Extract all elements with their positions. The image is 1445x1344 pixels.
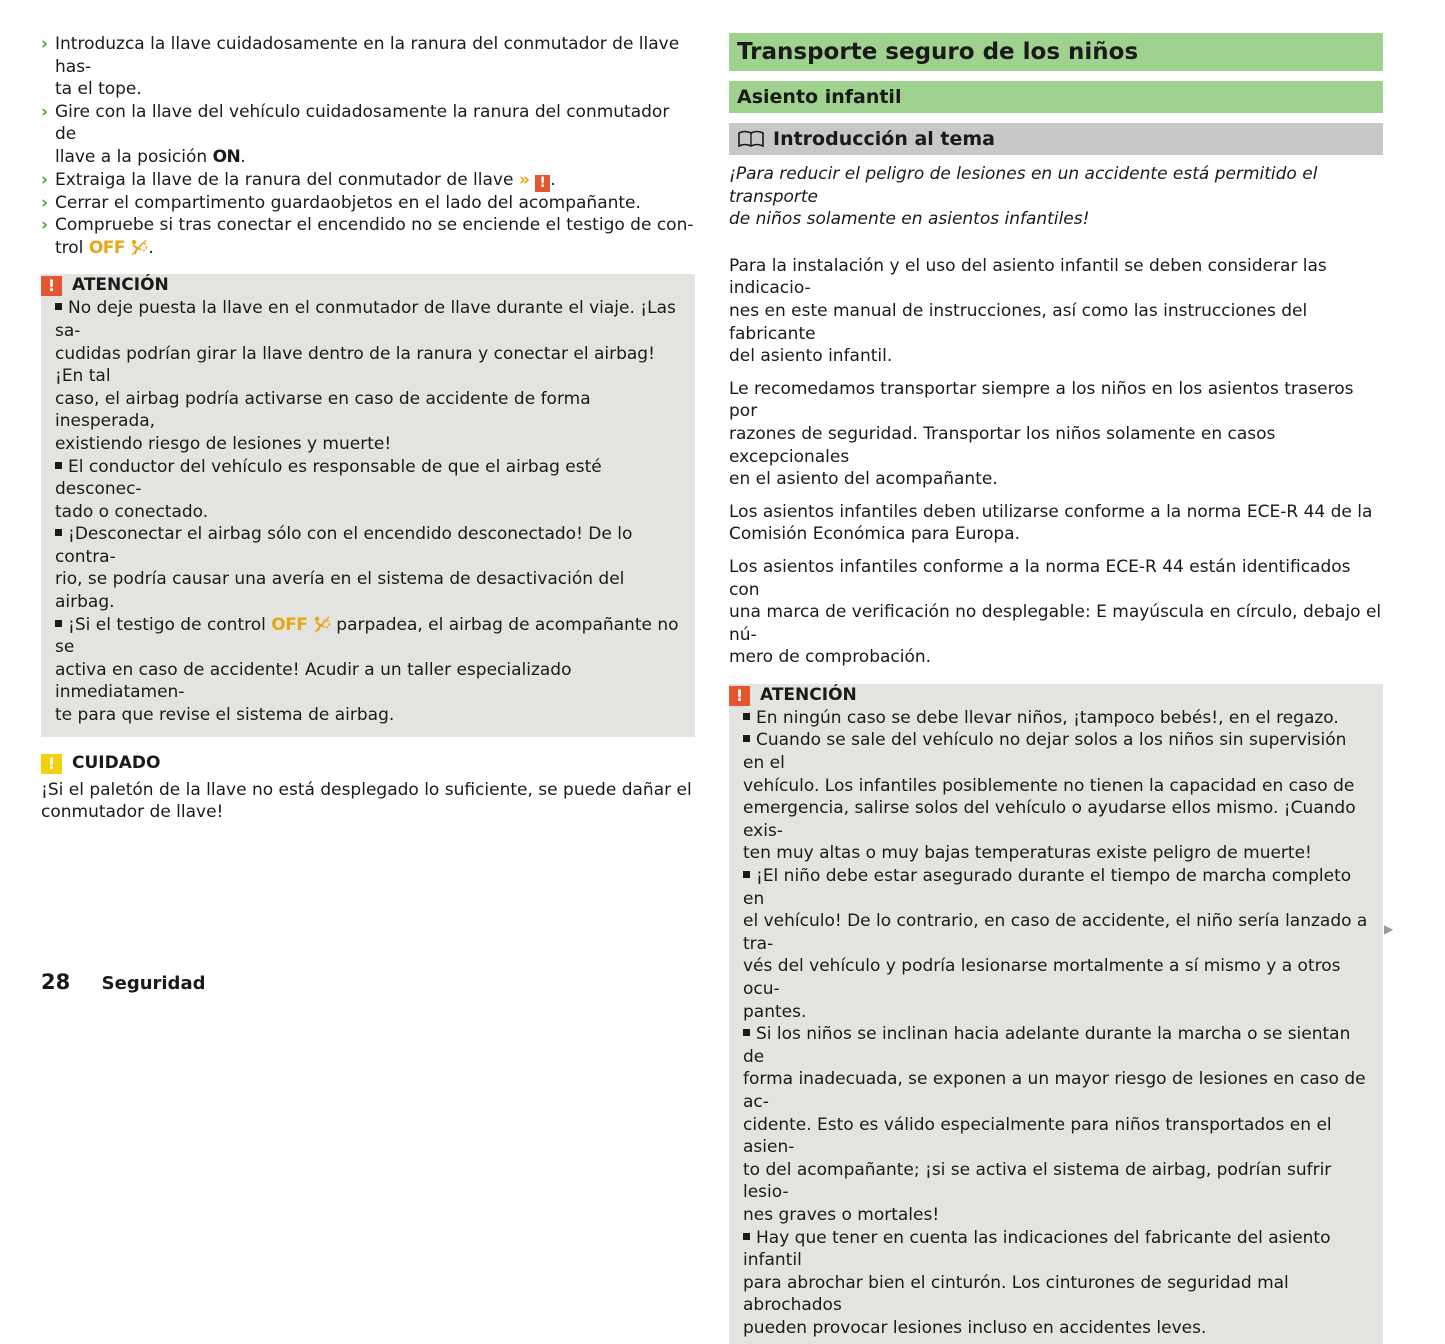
bullet-square-icon: [55, 303, 62, 310]
step-1: › Introduzca la llave cuidadosamente en la ranura del conmutador de llave has- ta el tope.: [41, 34, 680, 100]
airbag-off-icon: [130, 239, 148, 256]
step-4: › Cerrar el compartimento guardaobjetos en el lado del acompañante.: [41, 192, 641, 213]
bullet-square-icon: [743, 871, 750, 878]
warning-item: No deje puesta la llave en el conmutador de llave durante el viaje. ¡Las sa- cudidas podrían girar la llave dentro de la ranura y conectar el airbag! ¡En tal caso, el airbag podría activarse en caso de accidente de forma inesperada, existiendo riesgo de lesiones y muerte!: [55, 298, 676, 454]
key-position-on-label: ON: [212, 146, 241, 167]
warning-header: [729, 684, 1369, 707]
instruction-steps: [41, 33, 695, 259]
warning-item: Si los niños se inclinan hacia adelante durante la marcha o se sientan de forma inadecuada, se exponen a un mayor riesgo de lesiones en caso de ac- cidente. Esto es válido especialmente para niños transportados en el asien- to del acompañante; ¡si se activa el sistema de airbag, podrían sufrir lesio- nes graves o mortales!: [743, 1024, 1366, 1225]
warning-header: [41, 274, 681, 297]
warning-ref-icon[interactable]: !: [535, 175, 550, 192]
warning-item: Cuando se sale del vehículo no dejar solos a los niños sin supervisión en el vehículo. Los infantiles posiblemente no tienen la capacidad en caso de emergencia, salirse solos del vehículo o ayudarse ellos mismo. ¡Cuando exis- ten muy altas o muy bajas temperaturas existe peligro de muerte!: [743, 730, 1356, 864]
warning-item: ¡El niño debe estar asegurado durante el tiempo de marcha completo en el vehículo! De lo contrario, en caso de accidente, el niño sería lanzado a tra- vés del vehículo y podría lesionarse mortalmente a sí mismo y a otros ocu- pantes.: [743, 866, 1368, 1022]
bullet-square-icon: [743, 735, 750, 742]
bullet-square-icon: [55, 620, 62, 627]
warning-item: En ningún caso se debe llevar niños, ¡tampoco bebés!, en el regazo.: [743, 707, 1369, 730]
paragraph: Para la instalación y el uso del asiento infantil se deben considerar las indicacio- nes en este manual de instrucciones, así como las instrucciones del fabricante del asiento infantil.: [729, 255, 1327, 367]
warning-box-children: [729, 684, 1383, 1344]
warning-title: ATENCIÓN: [760, 684, 857, 705]
caution-icon: !: [41, 754, 62, 774]
section-name: Seguridad: [101, 973, 206, 994]
warning-box-key: [41, 274, 695, 736]
warning-title: ATENCIÓN: [72, 275, 169, 296]
caution-header: [41, 752, 695, 775]
bullet-square-icon: [743, 1029, 750, 1036]
step-chevron-icon: ›: [41, 215, 49, 236]
right-column: [729, 33, 1383, 1344]
warning-icon: !: [729, 686, 750, 706]
paragraph: Le recomedamos transportar siempre a los niños en los asientos traseros por razones de seguridad. Transportar los niños solamente en casos excepcionales en el asiento del acompañante.: [729, 378, 1354, 490]
bullet-square-icon: [743, 1233, 750, 1240]
page-number: 28: [41, 970, 71, 994]
step-2: › Gire con la llave del vehículo cuidadosamente la ranura del conmutador de llave a la posición ON.: [41, 101, 670, 167]
step-5: › Compruebe si tras conectar el encendido no se enciende el testigo de con- trol OFF .: [41, 215, 694, 258]
warning-item: ¡Si el testigo de control OFF parpadea, el airbag de acompañante no se activa en caso de accidente! Acudir a un taller especializado inmediatamen- te para que revise el sistema de airbag.: [55, 614, 679, 726]
airbag-off-label: OFF: [271, 614, 308, 635]
left-column: [41, 33, 695, 824]
warning-item: Hay que tener en cuenta las indicaciones del fabricante del asiento infantil para abrochar bien el cinturón. Los cinturones de seguridad mal abrochados pueden provocar lesiones incluso en accidentes leves.: [743, 1227, 1331, 1338]
airbag-off-label: OFF: [88, 237, 125, 258]
caution-title: CUIDADO: [72, 752, 161, 773]
step-chevron-icon: ›: [41, 169, 49, 190]
caution-text: ¡Si el paletón de la llave no está desplegado lo suficiente, se puede dañar el conmutador de llave!: [41, 779, 692, 823]
step-chevron-icon: ›: [41, 101, 49, 122]
paragraph: Los asientos infantiles deben utilizarse conforme a la norma ECE-R 44 de la Comisión Económica para Europa.: [729, 501, 1373, 545]
warning-item: ¡Desconectar el airbag sólo con el encendido desconectado! De lo contra- rio, se podría causar una avería en el sistema de desactivación del airbag.: [55, 524, 633, 613]
bullet-square-icon: [55, 529, 62, 536]
chapter-title: Transporte seguro de los niños: [729, 33, 1383, 71]
bullet-square-icon: [55, 462, 62, 469]
paragraph: Los asientos infantiles conforme a la norma ECE-R 44 están identificados con una marca de verificación no desplegable: E mayúscula en círculo, debajo el nú- mero de comprobación.: [729, 556, 1382, 668]
book-icon: [737, 130, 765, 148]
page-footer: [41, 969, 205, 995]
warning-icon: !: [41, 276, 62, 296]
intro-lead: ¡Para reducir el peligro de lesiones en un accidente está permitido el transporte de niños solamente en asientos infantiles!: [729, 164, 1318, 230]
step-chevron-icon: ›: [41, 34, 49, 54]
section-title: Asiento infantil: [729, 81, 1383, 113]
warning-item: El conductor del vehículo es responsable de que el airbag esté desconec- tado o conectado.: [55, 456, 602, 522]
step-3: › Extraiga la llave de la ranura del conmutador de llave » ! .: [41, 169, 556, 191]
continue-arrow-icon: ▶: [1384, 922, 1394, 936]
intro-heading: Introducción al tema: [773, 128, 995, 150]
step-chevron-icon: ›: [41, 192, 49, 213]
bullet-square-icon: [743, 713, 750, 720]
reference-arrow[interactable]: »: [518, 169, 530, 190]
airbag-off-icon: [313, 616, 331, 633]
intro-heading-bar: [729, 123, 1383, 155]
